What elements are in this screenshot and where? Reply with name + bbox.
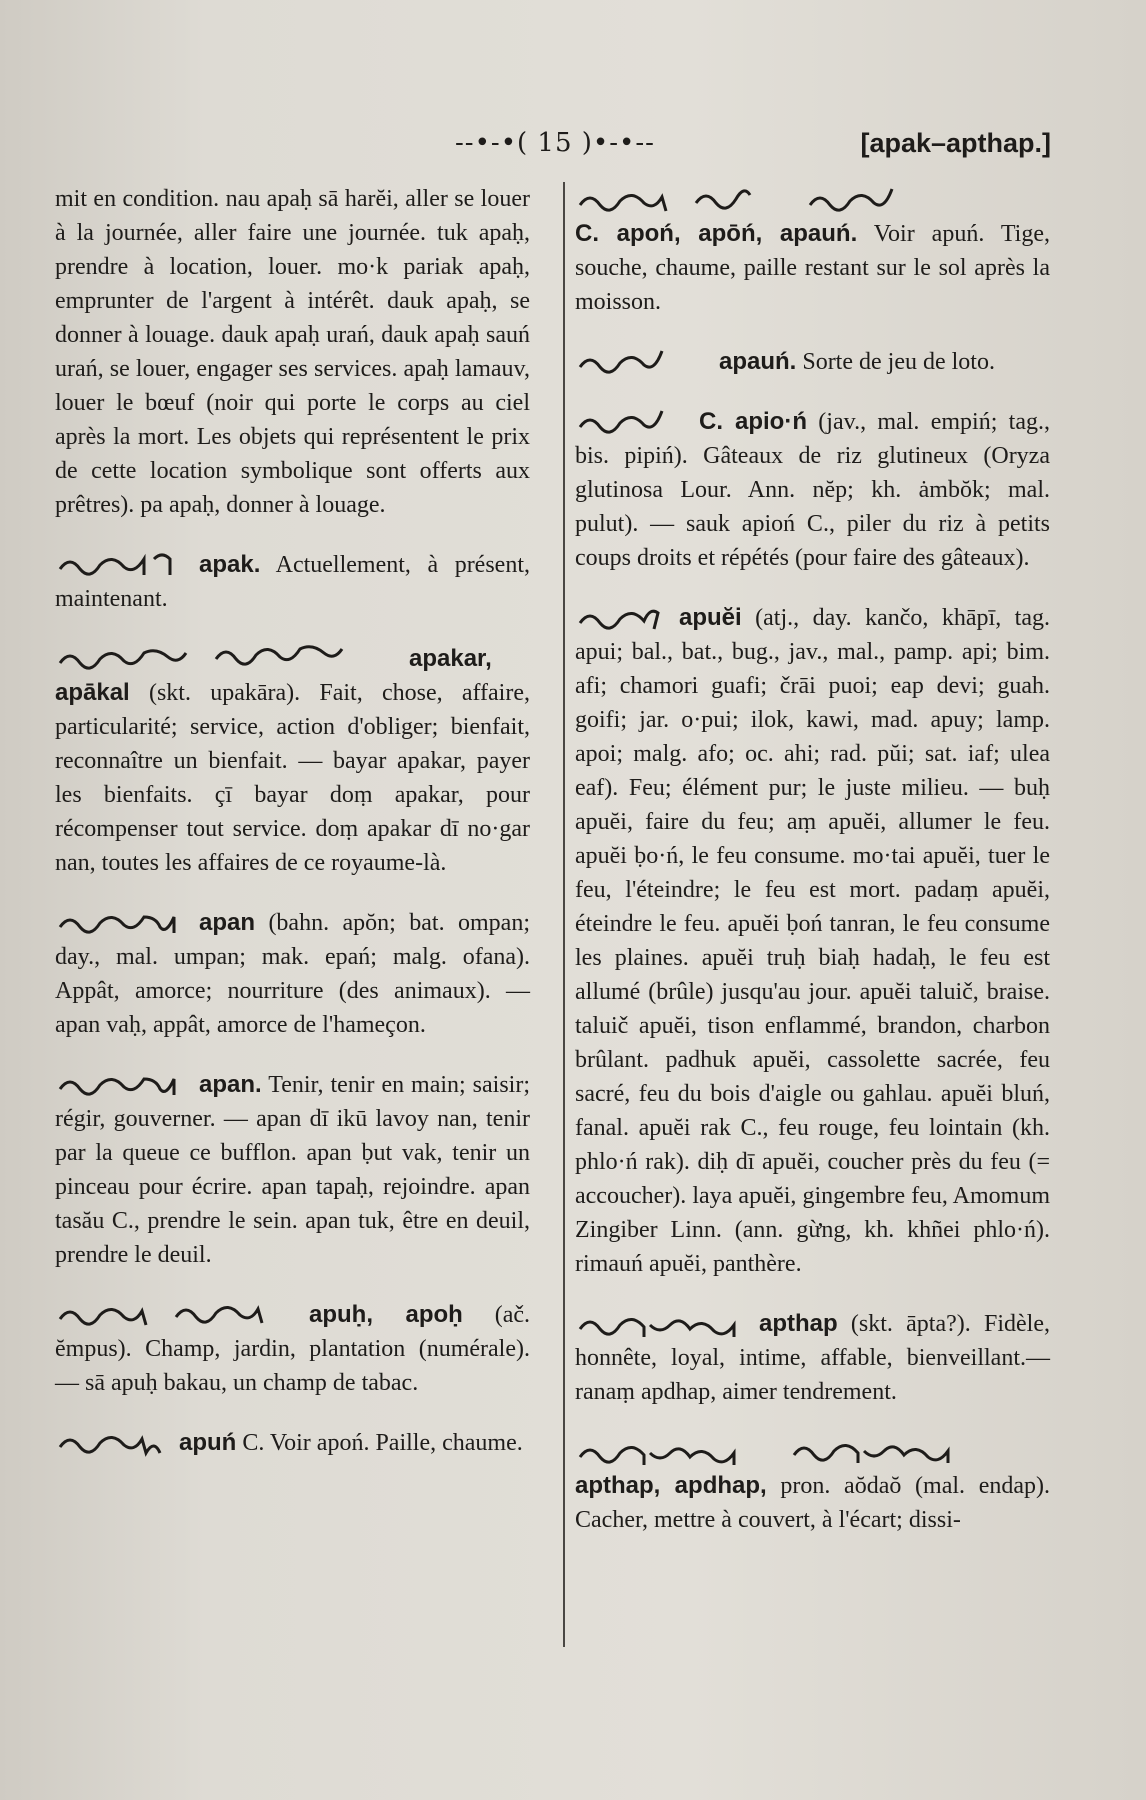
entry-apakar: apakar, apākal (skt. upakāra). Fait, chose, affaire, particularité; service, action d'obliger; bienfait, reconnaître un bienfait. — bayar apakar, payer les bienfaits. çī bayar doṃ apakar, pour récompenser tout service. doṃ apakar dī no·gar nan, toutes les affaires de ce royaume-là. <box>55 645 530 876</box>
entry-apak: apak. Actuellement, à présent, maintenant. <box>55 551 530 612</box>
entry-apuh: apuḥ, apoḥ (ač. ĕmpus). Champ, jardin, plantation (numérale). — sā apuḥ bakau, un champ de tabac. <box>55 1301 530 1396</box>
entry-apion: C. apio·ń (jav., mal. empiń; tag., bis. pipiń). Gâteaux de riz glutineux (Oryza glutinosa Lour. Ann. nĕp; kh. ȧmbŏk; mal. pulut). — sauk apioń C., piler du riz à petits coups droits et répétés (pour faire des gâteaux). <box>575 405 1050 575</box>
entry-apuei: apuĕi (atj., day. kančo, khāpī, tag. apui; bal., bat., bug., jav., mal., pamp. api; bim. afi; chamori guafi; črāi puoi; eap devi; guah. goifi; jar. o·pui; ilok, kawi, mad. apuy; lamp. apoi; malg. afo; oc. ahi; rad. pŭi; sat. iaf; ulea eaf). Feu; élément pur; le juste milieu. — buḥ apuĕi, faire du feu; aṃ apuĕi, allumer le feu. apuĕi ḅo·ń, le feu consume. mo·tai apuĕi, tuer le feu, l'éteindre; le feu est mort. padaṃ apuĕi, éteindre le feu. apuĕi ḅoń tanran, le feu consume les plaines. apuĕi truḥ biaḥ hadaḥ, le feu est allumé (brûle) jusqu'au jour. apuĕi taluič, braise. taluič apuĕi, tison enflammé, brandon, charbon brûlant. padhuk apuĕi, cassolette sacrée, feu sacré, feu du bois d'aigle ou gahlau. apuĕi bluń, fanal. apuĕi rak C., feu rouge, feu lointain (kh. phlo·ń rak). diḥ dī apuĕi, coucher près du feu (= accoucher). laya apuĕi, gingembre feu, Amomum Zingiber Linn. (ann. gừng, kh. khñei phlo·ń). rimauń apuĕi, panthère. <box>575 604 1050 1278</box>
entry-apthap-2: apthap, apdhap, pron. aŏdaŏ (mal. endap). Cacher, mettre à couvert, à l'écart; dissi- <box>575 1435 1050 1537</box>
entry-apan-2: apan. Tenir, tenir en main; saisir; régir, gouverner. — apan dī ikū lavoy nan, tenir par la queue ce bufflon. apan ḅut vak, tenir un pinceau pour écrire. apan tapaḥ, rejoindre. apan tasău C., prendre le sein. apan tuk, être en deuil, prendre le deuil. <box>55 1071 530 1268</box>
cham-script-glyph <box>575 1439 995 1469</box>
cham-script-glyph <box>55 1071 195 1101</box>
cham-script-glyph <box>55 909 195 939</box>
column-divider <box>563 182 565 1647</box>
cham-script-glyph <box>55 1429 175 1459</box>
cham-script-glyph <box>575 183 1015 217</box>
cham-script-glyph <box>575 605 675 635</box>
entry-apun: apuń C. Voir apoń. Paille, chaume. <box>55 1426 530 1460</box>
cham-script-glyph <box>55 551 195 581</box>
cham-script-glyph <box>55 1301 305 1331</box>
cham-script-glyph <box>55 645 405 675</box>
page-number: --•-•( 15 )•-•-- <box>455 128 655 158</box>
cham-script-glyph <box>575 409 695 439</box>
right-column <box>575 182 1050 1563</box>
entry-apan-1: apan (bahn. apŏn; bat. ompan; day., mal. umpan; mak. epań; malg. ofana). Appât, amorce; nourriture (des animaux). — apan vaḥ, appât, amorce de l'hameçon. <box>55 909 530 1038</box>
left-column <box>55 182 530 1486</box>
header-range: [apak–apthap.] <box>860 128 1051 158</box>
cham-script-glyph <box>575 1311 755 1341</box>
entry-apon: C. apoń, apōń, apauń. Voir apuń. Tige, souche, chaume, paille restant sur le sol après la moisson. <box>575 182 1050 319</box>
entry-apaun: apauń. Sorte de jeu de loto. <box>575 345 1050 379</box>
cham-script-glyph <box>575 349 715 379</box>
entry-apthap-1: apthap (skt. āpta?). Fidèle, honnête, loyal, intime, affable, bienveillant.—ranaṃ apdhap, aimer tendrement. <box>575 1310 1050 1406</box>
entry-continuation: mit en condition. nau apaḥ sā harĕi, aller se louer à la journée, aller faire une journée. tuk apaḥ, prendre à location, louer. mo·k pariak apaḥ, emprunter de l'argent à intérêt. dauk apaḥ, se donner à louage. dauk apaḥ urań, dauk apaḥ sauń urań, se louer, engager ses services. apaḥ lamauv, louer le bœuf (noir qui porte le corps au ciel après la mort. Les objets qui représentent le prix de cette location symbolique sont offerts aux prêtres). pa apaḥ, donner à louage. <box>55 186 530 518</box>
